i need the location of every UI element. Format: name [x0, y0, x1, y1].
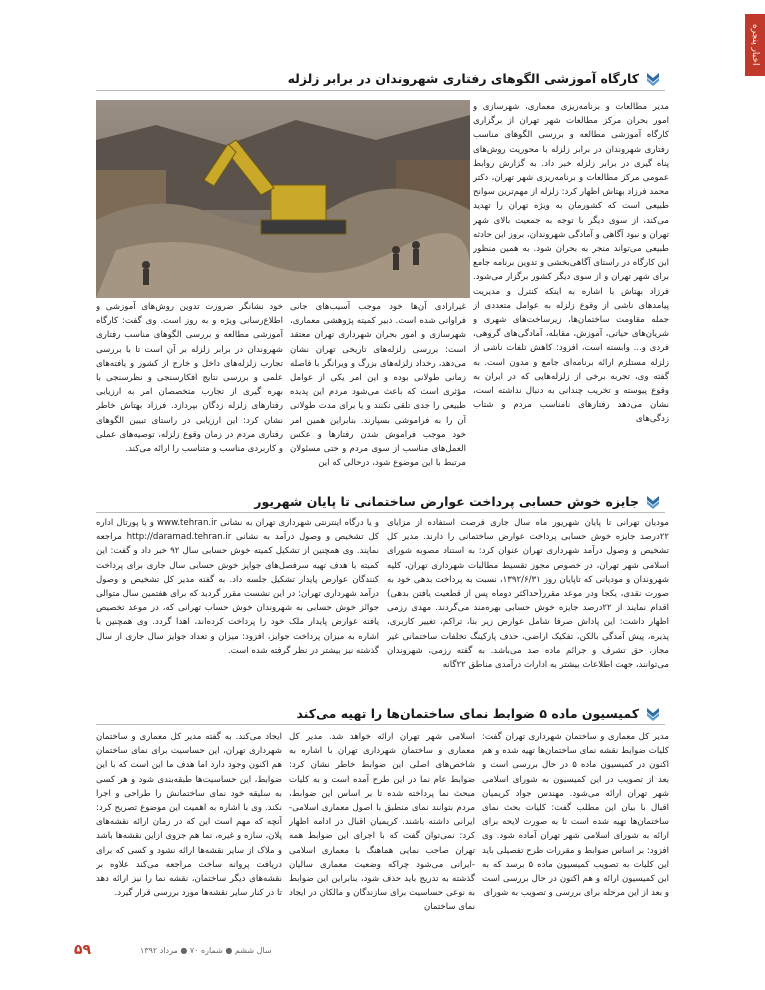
article1-title: کارگاه آموزشی الگوهای رفتاری شهروندان در برابر زلزله — [287, 70, 639, 86]
section-tab: اخبار پنجره — [745, 14, 765, 76]
article3-column-right: مدیر کل معماری و ساختمان شهرداری تهران گفت: کلیات ضوابط نقشه نمای ساختمان‌ها تهیه شده و هم اکنون در کمیسیون ماده ۵ در حال بررسی است و بعد از تصویب در این کمیسیون به شورای اسلامی شهر تهران ارائه می‌شود. مهندس جواد کریمیان اقبال با بیان این مطلب گفت: کلیات بحث نمای ساختمان‌ها تهیه شده است تا به صورت لایحه برای ارائه به شورای اسلامی شهر تهران آماده شود. وی افزود: بر اساس ضوابط و مقررات طرح تفصیلی باید این کلیات به تصویب کمیسیون ماده ۵ برسد که به این کمیسیون ارائه و هم اکنون در حال بررسی است و بعد از این مرحله برای بررسی و تصویب به شورای — [482, 732, 669, 899]
chevron-down-icon — [645, 705, 661, 721]
article3-heading — [91, 705, 661, 721]
article3-title: کمیسیون ماده ۵ ضوابط نمای ساختمان‌ها را تهیه می‌کند — [296, 705, 639, 721]
page-number: ۵۹ — [74, 942, 92, 958]
article1-column-middle: غیرارادی آن‌ها خود موجب آسیب‌های جانی فراوانی شده است. دبیر کمیته پژوهشی معماری، شهرسازی و امور بحران شهرداری تهران معتقد است: بررسی زلزله‌های تاریخی تهران نشان می‌دهد، رخداد زلزله‌های بزرگ و ویرانگر با فاصله زمانی طولانی بوده و این امر یکی از عوامل مؤثری است که باعث می‌شود مردم این پدیده طبیعی را جدی تلقی نکنند و یا برای مدت طولانی آن را به فراموشی بسپارند. بنابراین همین امر خود موجب فراموش شدن رفتارها و عکس العمل‌های مناسب از سوی مردم و حتی مسئولان مرتبط با این موضوع شود، درحالی که این — [290, 302, 466, 469]
chevron-down-icon — [645, 493, 661, 509]
article1-column-right: مدیر مطالعات و برنامه‌ریزی معماری، شهرسازی و امور بحران مرکز مطالعات شهر تهران از برگزاری کارگاه آموزشی مطالعه و بررسی الگوهای مناسب رفتاری شهروندان در برابر زلزله با محوریت روش‌های پناه گیری در برابر زلزله خبر داد. به گزارش روابط عمومی مرکز مطالعات و برنامه‌ریزی شهر تهران، دکتر محمد فرزاد بهتاش اظهار کرد: زلزله از مهم‌ترین سوانح طبیعی است که کشورمان به ویژه تهران را تهدید می‌کند، از سوی دیگر با توجه به جمعیت بالای شهر تهران و نبود آگاهی و آمادگی شهروندان، بروز این حادثه طبیعی می‌تواند منجر به بحران شود. به همین منظور این کارگاه در راستای آگاهی‌بخشی و تدوین برنامه جامع برای شهر تهران و از سوی دیگر کشور برگزار می‌شود. فرزاد بهتاش با اشاره به اینکه کنترل و مدیریت پیامدهای ناشی از وقوع زلزله به عوامل متعددی از جمله مقاومت ساختمان‌ها، زیرساخت‌های شهری و شریان‌های حیاتی، آموزش، مقابله، آمادگی‌های گروهی، فردی و... وابسته است، افزود: کاهش تلفات ناشی از زلزله مستلزم ارائه برنامه‌ای جامع و مدون است. به گفته وی، تجربه برخی از زلزله‌هایی که در ایران به وقوع پیوسته و تخریب چندانی به دنبال نداشته است، نشان می‌دهد رفتارهای نامناسب مردم و شتاب زدگی‌های — [473, 102, 669, 425]
chevron-down-icon — [645, 70, 661, 86]
article3-column-left: ایجاد می‌کند. به گفته مدیر کل معماری و ساختمان شهرداری تهران، این حساسیت برای نمای ساختمان هم اکنون وجود دارد اما هدف ما این است که با این ضوابط، این حساسیت‌ها طبقه‌بندی شود و هر کسی به سلیقه خود نمای ساختمانش را طراحی و اجرا نکند. وی با اشاره به اهمیت این موضوع تصریح کرد: آنچه که مهم است این که در زمان ارائه نقشه‌های پلان، سازه و غیره، نما هم جزوی ازاین نقشه‌ها باشد و ملاک از سایر نقشه‌ها ارائه نشود و کسی که برای دریافت پروانه ساخت مراجعه می‌کند علاوه بر نقشه‌های دیگر ساختمان، نقشه نما را نیز ارائه دهد تا در کنار سایر نقشه‌ها مورد بررسی قرار گیرد. — [96, 732, 282, 899]
article1-heading — [91, 70, 661, 86]
footer-issue: سال ششم ● شماره ۷۰ ● مرداد ۱۳۹۲ — [140, 946, 272, 955]
article2-heading — [91, 493, 661, 509]
article1-column-left: خود نشانگر ضرورت تدوین روش‌های آموزشی و اطلاع‌رسانی ویژه و به روز است. وی گفت: کارگاه آموزشی مطالعه و بررسی الگوهای مناسب رفتاری شهروندان در برابر زلزله بر آن است تا با بررسی تجارب زلزله‌های داخل و خارج از کشور و یافته‌های علمی و بررسی نتایج افکارسنجی و نظرسنجی با بهره گیری از تجارب متخصصان امر به ارزیابی رفتارهای زلزله زدگان بپردازد. فرزاد بهتاش خاطر نشان کرد: این ارزیابی در راستای تبیین الگوهای رفتاری مردم در زمان وقوع زلزله، توصیه‌های عملی و کاربردی مناسب و متناسب را ارائه می‌کند. — [96, 302, 283, 455]
article2-column-left: و یا درگاه اینترنتی شهرداری تهران به نشانی www.tehran.ir و یا پورتال اداره کل تشخیص و وصول درآمد به نشانی http://daramad.tehran.ir مراجعه نمایند. وی همچنین از تشکیل کمیته خوش حسابی سال ۹۲ خبر داد و گفت: این کمیته با هدف تهیه سرفصل‌های جوایز خوش حسابی سال جاری برای پرداخت کنندگان عوارض پایدار تشکیل جلسه داد. به گفته مدیر کل تشخیص و وصول درآمد شهرداری تهران: در این نشست مقرر گردید که برای هفتمین سال متوالی جوائز خوش حسابی به شهروندان خوش حساب تهرانی که، در موعد تخصیص یافته عوارض پایدار ملک خود را پرداخت کرده‌اند، اهدا گردد. وی همچنین با اشاره به میزان پرداخت جوایز، افزود: میزان و تعداد جوایز سال جاری از سال گذشته نیز بیشتر در نظر گرفته شده است. — [96, 518, 379, 656]
earthquake-rubble-image — [96, 100, 470, 298]
article2-column-right: مودیان تهرانی تا پایان شهریور ماه سال جاری فرصت استفاده از مزایای ۲۲درصد جایزه خوش حسابی پرداخت عوارض ساختمانی را دارند. مدیر کل تشخیص و وصول درآمد شهرداری تهران عنوان کرد: به استناد مصوبه شورای اسلامی شهر تهران، در خصوص مجوز تقسیط مطالبات شهرداری تهران، کلیه شهروندان و مودیانی که تاپایان روز ۱۳۹۲/۶/۳۱، نسبت به پرداخت بدهی خود به صورت نقدی، یکجا ودر موعد مقرر(حداکثر دوماه پس از قطعیت یافتن بدهی) اقدام نمایند از ۲۲درصد جایزه خوش حسابی بهره‌مند می‌گردند. مهدی رزمی اظهار داشت: این پاداش صرفا شامل عوارض زیر بنا، تراکم، تغییر کاربری، پذیره، پیش آمدگی بالکن، تفکیک اراضی، حذف پارکینگ تخلفات ساختمانی غیر مجاز، حق تشرف و جرائم ماده صد می‌باشد. به گفته رزمی، شهروندان می‌توانند، جهت اطلاعات بیشتر به ادارات درآمدی مناطق ۲۲گانه — [387, 518, 669, 671]
article2-title: جایزه خوش حسابی پرداخت عوارض ساختمانی تا پایان شهریور — [254, 493, 639, 509]
earthquake-rubble-photo — [96, 100, 470, 298]
article3-column-middle: اسلامی شهر تهران ارائه خواهد شد. مدیر کل معماری و ساختمان شهرداری تهران با اشاره به شاخص‌های اصلی این ضوابط خاطر نشان کرد: ضوابط عام نما در این طرح آمده است و به کلیات مبحث نما پرداخته شده تا بر اساس این ضوابط، مردم بتوانند نمای منطبق با اصول معماری اسلامی-ایرانی داشته باشند. کریمیان اقبال در ادامه اظهار کرد: نمی‌توان گفت که با اجرای این ضوابط همه تهران صاحب نمایی هماهنگ با معماری اسلامی -ایرانی می‌شود چراکه وضعیت معماری سالیان گذشته به تدریج باید حذف شود، بنابراین این ضوابط به نوعی حساسیت برای سازندگان و مالکان در ایجاد نمای ساختمان — [289, 732, 475, 913]
